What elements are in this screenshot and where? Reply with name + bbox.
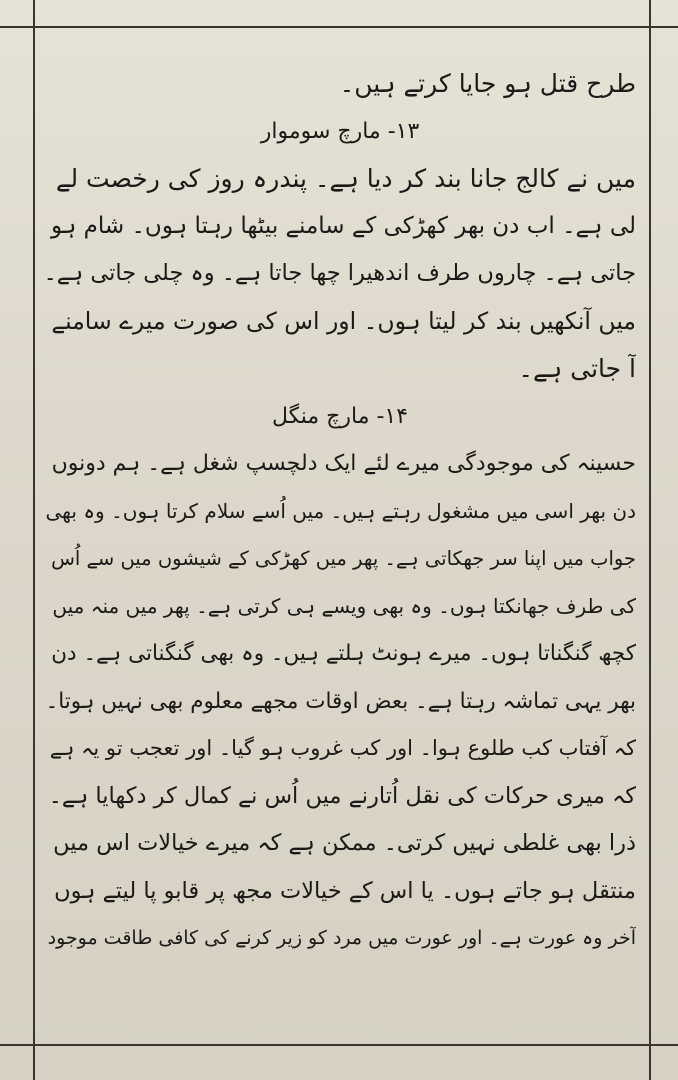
text-line: بھر یہی تماشہ رہتا ہے۔ بعض اوقات مجھے معلوم بھی نہیں ہوتا۔ xyxy=(45,688,636,714)
text-line: کی طرف جھانکتا ہوں۔ وہ بھی ویسے ہی کرتی ہے۔ پھر میں منہ میں xyxy=(52,593,636,618)
text-line: منتقل ہو جاتے ہوں۔ یا اس کے خیالات مجھ پر قابو پا لیتے ہوں xyxy=(54,877,636,904)
text-line: جاتی ہے۔ چاروں طرف اندھیرا چھا جاتا ہے۔ وہ چلی جاتی ہے۔ xyxy=(44,260,636,286)
text-line: میں نے کالج جانا بند کر دیا ہے۔ پندرہ روز کی رخصت لے xyxy=(55,164,636,193)
date-heading-13-march: ۱۳- مارچ سوموار xyxy=(260,118,420,144)
text-line: کہ میری حرکات کی نقل اُتارنے میں اُس نے کمال کر دکھایا ہے۔ xyxy=(48,782,636,809)
text-line: طرح قتل ہو جایا کرتے ہیں۔ xyxy=(339,69,636,98)
bottom-border-line xyxy=(0,1044,678,1046)
text-line: کہ آفتاب کب طلوع ہوا۔ اور کب غروب ہو گیا۔ اور تعجب تو یہ ہے xyxy=(49,736,636,760)
date-heading-14-march: ۱۴- مارچ منگل xyxy=(271,403,409,429)
top-border-line xyxy=(0,26,678,28)
text-line: آخر وہ عورت ہے۔ اور عورت میں مرد کو زیر کرنے کی کافی طاقت موجود xyxy=(47,927,636,949)
text-line: حسینہ کی موجودگی میرے لئے ایک دلچسپ شغل ہے۔ ہم دونوں xyxy=(51,451,636,476)
diary-text xyxy=(44,60,636,963)
text-line: ذرا بھی غلطی نہیں کرتی۔ ممکن ہے کہ میرے خیالات اس میں xyxy=(53,830,636,856)
text-line: کچھ گنگناتا ہوں۔ میرے ہونٹ ہلتے ہیں۔ وہ بھی گنگناتی ہے۔ دن xyxy=(51,641,636,666)
text-line: لی ہے۔ اب دن بھر کھڑکی کے سامنے بیٹھا رہتا ہوں۔ شام ہو xyxy=(50,212,636,239)
text-line: میں آنکھیں بند کر لیتا ہوں۔ اور اس کی صورت میرے سامنے xyxy=(51,306,636,335)
left-border-line xyxy=(33,0,35,1080)
text-line: دن بھر اسی میں مشغول رہتے ہیں۔ میں اُسے سلام کرتا ہوں۔ وہ بھی xyxy=(45,498,636,523)
right-border-line xyxy=(649,0,651,1080)
text-line: آ جاتی ہے۔ xyxy=(518,354,636,383)
text-line: جواب میں اپنا سر جھکاتی ہے۔ پھر میں کھڑکی کے شیشوں میں سے اُس xyxy=(51,547,636,570)
